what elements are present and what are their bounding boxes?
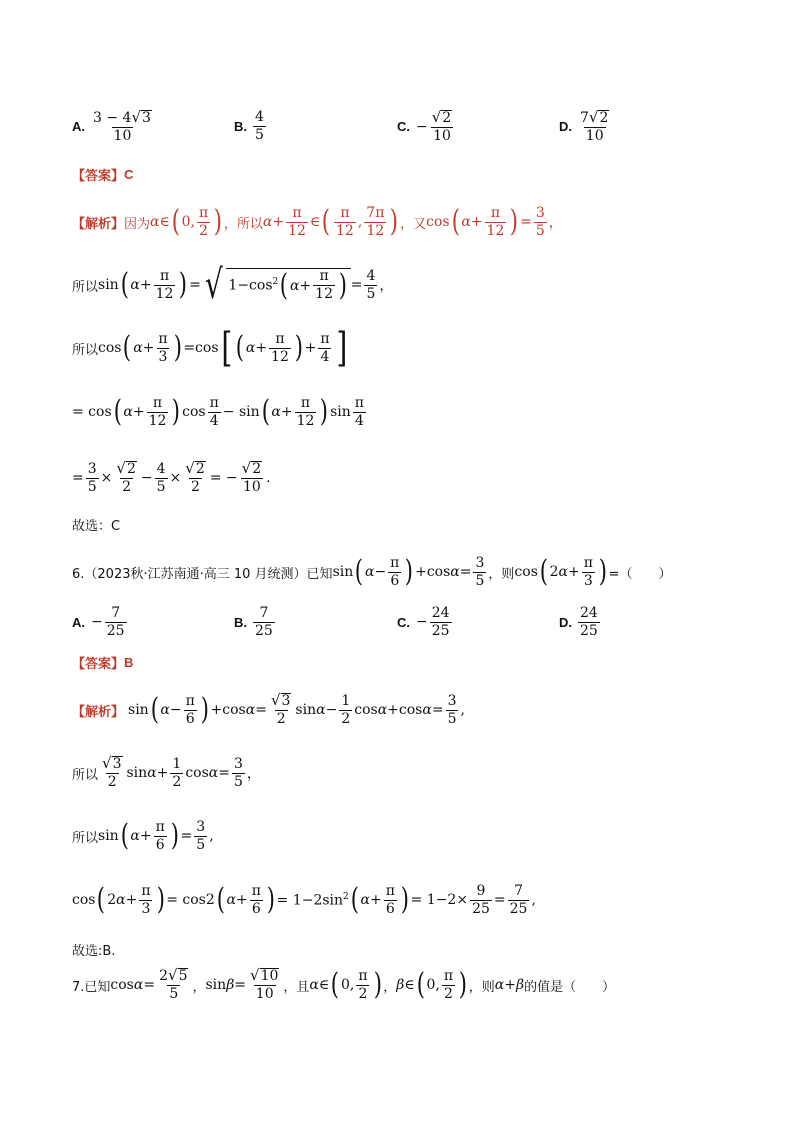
fraction: $\frac{24}{25}$ xyxy=(580,605,598,639)
q5-option-d xyxy=(559,110,613,143)
q5-option-c: C. − √ 2 10 xyxy=(397,110,456,143)
text: 所以 xyxy=(72,342,99,358)
question-text: ，则 xyxy=(488,566,515,582)
option-label: D. xyxy=(559,614,572,630)
q6-answer xyxy=(72,653,794,672)
q5-solution-line-3: 所以 cos ( α + $\frac{\pi}{3}$ ) =cos [ ( α + $\frac{\pi}{12}$ ) + $\frac{\pi}{4}$ ] xyxy=(72,325,347,371)
q6-conclusion xyxy=(72,940,794,959)
q6-stem: 6.（2023秋·江苏南通·高三 10 月统测）已知 sin ( α − $\frac{\pi}{6}$ ) +cos α = $\frac{3}{5}$ ，则 cos ( 2 α + $\frac{\pi}{3}$ ) =（ ） xyxy=(72,554,672,589)
q5-answer xyxy=(72,165,794,184)
option-label: C. xyxy=(397,119,410,135)
q5-solution-line-4: = cos ( α + $\frac{\pi}{12}$ ) cos $\frac{\pi}{4}$ − sin ( α + $\frac{\pi}{12}$ ) sin $\frac{\pi}{4}$ xyxy=(72,394,364,429)
fraction: $\frac{4}{5}$ xyxy=(255,109,264,143)
q6-solution-line-2: 所以 √ 3 2 sin α + $\frac{1}{2}$ cos α = $\frac{3}{5}$ ， xyxy=(72,754,261,790)
question-text: 6.（2023秋·江苏南通·高三 10 月统测）已知 xyxy=(72,566,333,582)
option-label: A. xyxy=(72,614,85,630)
text: ，又 xyxy=(400,216,427,232)
text: 所以 xyxy=(72,767,99,783)
q6-option-b xyxy=(234,606,277,638)
fraction: √ 2 10 xyxy=(431,108,452,144)
question-text: ， xyxy=(383,979,397,995)
text: 所以 xyxy=(72,279,99,295)
fraction: $\frac{24}{25}$ xyxy=(431,605,450,639)
q5-conclusion xyxy=(72,515,794,534)
text: ，所以 xyxy=(223,216,263,232)
question-text: ， xyxy=(192,979,206,995)
solution-label: 【解析】 xyxy=(72,703,125,719)
q6-option-a: A. − $\frac{7}{25}$ xyxy=(72,605,125,639)
text: 因为 xyxy=(124,216,151,232)
answer-label: 【答案】 xyxy=(72,656,125,671)
option-label: A. xyxy=(72,119,85,135)
q7-stem: 7.已知 cos α = 2 √ 5 5 ， sin β = √ 10 10 ，且 α ∈ ( 0, $\frac{\pi}{2}$ ) ， β ∈ ( 0, $\frac{\pi}{2}$ ) ，则 α + β 的值是（ ） xyxy=(72,966,616,1002)
question-text: =（ ） xyxy=(608,566,672,582)
q6-solution-line-4: cos ( 2 α + $\frac{\pi}{3}$ ) = cos2 ( α + $\frac{\pi}{6}$ ) = $1-2\sin^2$ ( α + $\frac{\pi}{6}$ ) = 1−2× $\frac{9}{25}$ = $\frac{7}{25}$ , xyxy=(72,882,536,917)
option-label: D. xyxy=(559,119,572,135)
text: 故选:B. xyxy=(72,944,116,959)
fraction: 7 √ 2 10 xyxy=(580,108,609,144)
question-text: 的值是（ ） xyxy=(524,979,616,995)
q6-option-d xyxy=(559,606,602,638)
text: 所以 xyxy=(72,830,99,846)
q5-option-a xyxy=(72,110,156,143)
q6-solution-line-1: 【解析】 sin ( α − $\frac{\pi}{6}$ ) +cos α = √ 3 2 sin α − $\frac{1}{2}$ cos α +cos α = $\frac{3}{5}$ , xyxy=(72,691,465,727)
q6-option-c: C. − $\frac{24}{25}$ xyxy=(397,605,450,639)
text: 故选：C xyxy=(72,519,121,534)
answer-label: 【答案】 xyxy=(72,168,125,183)
solution-label: 【解析】 xyxy=(72,215,125,231)
answer-value: B xyxy=(124,655,134,670)
q5-solution-line-1: 【解析】 因为 α ∈ ( 0, $\frac{\pi}{2}$ ) ，所以 α + $\frac{\pi}{12}$ ∈ ( $\frac{\pi}{12}$ , $\frac{7\pi}{12}$ ) ，又 cos ( α + $\frac{\pi}{12}$ ) = $\frac{3}{5}$ ， xyxy=(72,204,563,239)
q5-solution-line-2: 所以 sin ( α + $\frac{\pi}{12}$ ) = √ $1-\cos^2$ ( α + $\frac{\pi}{12}$ ) = $\frac{4}{5}$ ， xyxy=(72,262,394,308)
fraction: 3 − 4 √ 3 10 xyxy=(93,108,151,144)
fraction: $\frac{7}{25}$ xyxy=(106,605,125,639)
q5-solution-line-5: = $\frac{3}{5}$ × √ 2 2 − $\frac{4}{5}$ × √ 2 2 = − √ 2 10 . xyxy=(72,459,271,495)
option-label: B. xyxy=(234,614,247,630)
question-text: 7.已知 xyxy=(72,979,111,995)
answer-value: C xyxy=(124,167,134,182)
option-label: C. xyxy=(397,614,410,630)
option-label: B. xyxy=(234,118,247,134)
question-text: ，则 xyxy=(468,979,495,995)
q6-solution-line-3: 所以 sin ( α + $\frac{\pi}{6}$ ) = $\frac{3}{5}$ , xyxy=(72,818,214,853)
q5-option-b xyxy=(234,110,268,142)
question-text: ，且 xyxy=(283,979,310,995)
fraction: $\frac{7}{25}$ xyxy=(255,605,273,639)
